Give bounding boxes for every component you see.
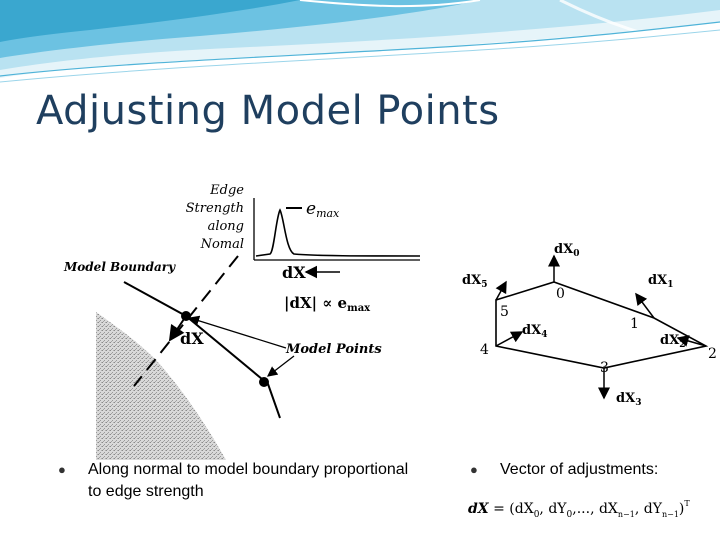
edge-strength-figure — [58, 178, 420, 460]
bullet-dot: ● — [470, 462, 478, 477]
vertex-label: 0 — [556, 286, 565, 302]
vector-label: $dX_1$ — [648, 273, 674, 290]
model-boundary-label: Model Boundary — [64, 260, 176, 274]
vertex-label: 4 — [480, 342, 489, 358]
emax-legend: emax — [306, 199, 340, 220]
model-point — [181, 311, 191, 321]
bullet-text: to edge strength — [88, 483, 204, 500]
edge-label-line: Strength — [185, 201, 244, 216]
vector-label: $dX_3$ — [616, 391, 642, 408]
vector-label: $dX_5$ — [462, 273, 488, 290]
dx-point-label: dX — [180, 329, 204, 348]
edge-label-line: along — [207, 219, 244, 234]
vector-label: $dX_4$ — [522, 323, 548, 340]
svg-text:dX = (dX0, dY0,..., dXn−1, dYn: dX = ($dX_0$, $dY_0$,..., $dX_{n-1}$, $dY_{n-1})^T$ — [468, 499, 690, 520]
header-banner — [0, 0, 720, 90]
vector-label: $dX_2$ — [660, 333, 686, 350]
model-point — [259, 377, 269, 387]
proportional-label: $|dX| \propto e_{max}$ — [284, 294, 371, 314]
adjustment-formula — [468, 493, 718, 523]
vertex-label: 1 — [630, 316, 639, 332]
bullet-text: Vector of adjustments: — [500, 461, 659, 478]
bullet-dot: ● — [58, 462, 66, 477]
vertex-label: 3 — [600, 360, 609, 376]
dx-label: dX — [282, 263, 306, 282]
vector-arrow — [496, 332, 522, 346]
model-points-label: Model Points — [286, 342, 382, 357]
adjustment-vectors-figure — [450, 238, 720, 414]
edge-label-line: Nomal — [200, 237, 244, 252]
vertex-label: 5 — [500, 304, 509, 320]
vector-label: $dX_0$ — [554, 242, 580, 259]
bullet-text: Along normal to model boundary proportional — [88, 461, 409, 478]
edge-label-line: Edge — [210, 183, 244, 198]
vertex-label: 2 — [708, 346, 717, 362]
slide-title: Adjusting Model Points — [36, 88, 500, 134]
